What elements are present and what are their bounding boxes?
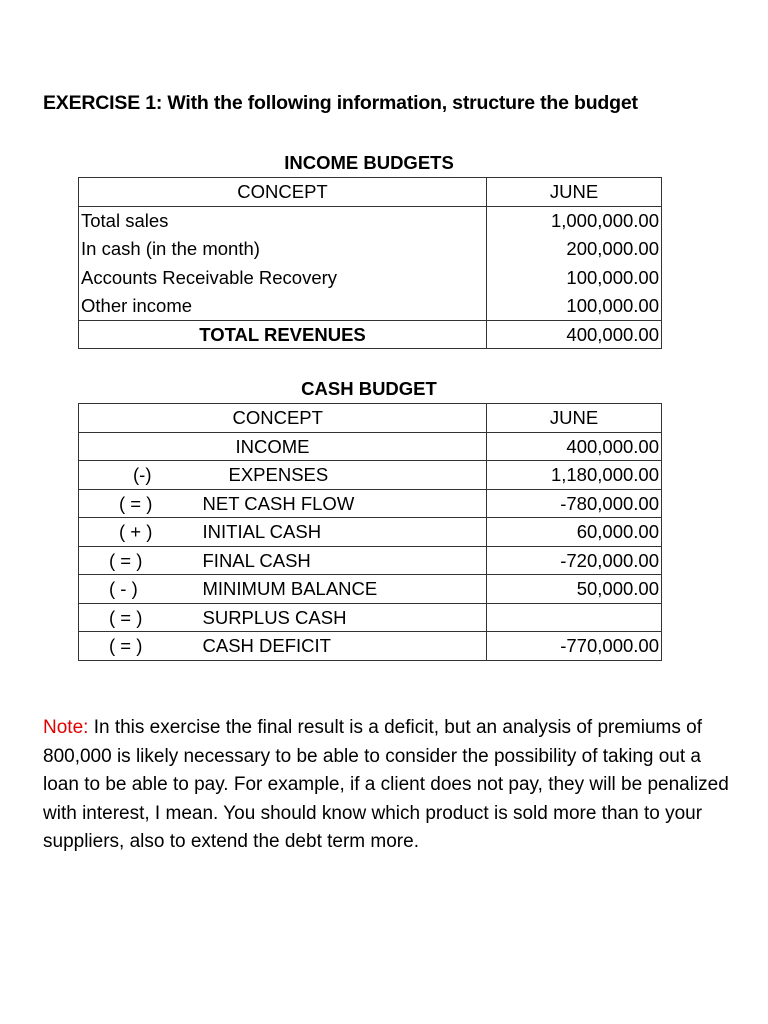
cash-concept: FINAL CASH [191,546,487,575]
cash-value: -720,000.00 [487,546,662,575]
cash-value: 1,180,000.00 [487,461,662,490]
income-header-row [79,178,662,207]
cash-header-month: JUNE [487,404,662,433]
note-label: Note: [43,717,89,738]
cash-sign: ( = ) [79,546,191,575]
cash-concept: INITIAL CASH [191,518,487,547]
cash-concept: INCOME [191,432,487,461]
cash-sign: ( = ) [79,603,191,632]
table-row [79,432,662,461]
cash-value [487,603,662,632]
income-budget-title: INCOME BUDGETS [284,152,454,173]
cash-concept: NET CASH FLOW [191,489,487,518]
table-row [79,292,662,321]
table-row [79,603,662,632]
income-concept: Accounts Receivable Recovery [79,263,487,292]
table-row [79,546,662,575]
cash-sign: ( = ) [79,489,191,518]
income-value: 100,000.00 [566,295,659,316]
table-row [79,489,662,518]
cash-budget-title: CASH BUDGET [301,378,437,399]
income-total-value: 400,000.00 [487,320,662,349]
income-total-label: TOTAL REVENUES [79,320,487,349]
cash-header-sign [79,404,191,433]
table-row [79,263,662,292]
income-value: 100,000.00 [566,266,659,288]
cash-budget-table [78,403,662,661]
table-row [79,461,662,490]
table-row [79,575,662,604]
income-total-row [79,320,662,349]
cash-header-row [79,404,662,433]
income-concept: In cash (in the month) [79,235,487,264]
exercise-heading: EXERCISE 1: With the following information, structure the budget [43,92,638,114]
cash-sign: ( + ) [79,518,191,547]
note-paragraph [43,714,733,857]
cash-value: -770,000.00 [487,632,662,661]
income-concept: Other income [79,292,487,321]
cash-concept: MINIMUM BALANCE [191,575,487,604]
note-text: In this exercise the final result is a deficit, but an analysis of premiums of 800,000 is likely necessary to be able to consider the possibility of taking out a loan to be able to pay. For example, if a client does not pay, they will be penalized with interest, I mean. You should know which product is sold more than to your suppliers, also to extend the debt term more. [43,717,729,852]
cash-concept: EXPENSES [191,461,487,490]
table-row [79,632,662,661]
income-header-concept: CONCEPT [79,178,487,207]
cash-concept: CASH DEFICIT [191,632,487,661]
cash-concept: SURPLUS CASH [191,603,487,632]
cash-header-concept: CONCEPT [191,404,487,433]
table-row [79,518,662,547]
table-row [79,235,662,264]
cash-value: 60,000.00 [487,518,662,547]
income-value: 1,000,000.00 [550,210,659,231]
income-concept: Total sales [79,206,487,235]
cash-value: 50,000.00 [487,575,662,604]
cash-value: 400,000.00 [487,432,662,461]
cash-sign: ( = ) [79,632,191,661]
cash-value: -780,000.00 [487,489,662,518]
income-budget-table [78,177,662,349]
income-header-month: JUNE [487,178,662,207]
table-row [79,206,662,235]
cash-sign [79,432,191,461]
cash-sign: (-) [79,461,191,490]
income-value: 200,000.00 [566,238,659,260]
cash-sign: ( - ) [79,575,191,604]
